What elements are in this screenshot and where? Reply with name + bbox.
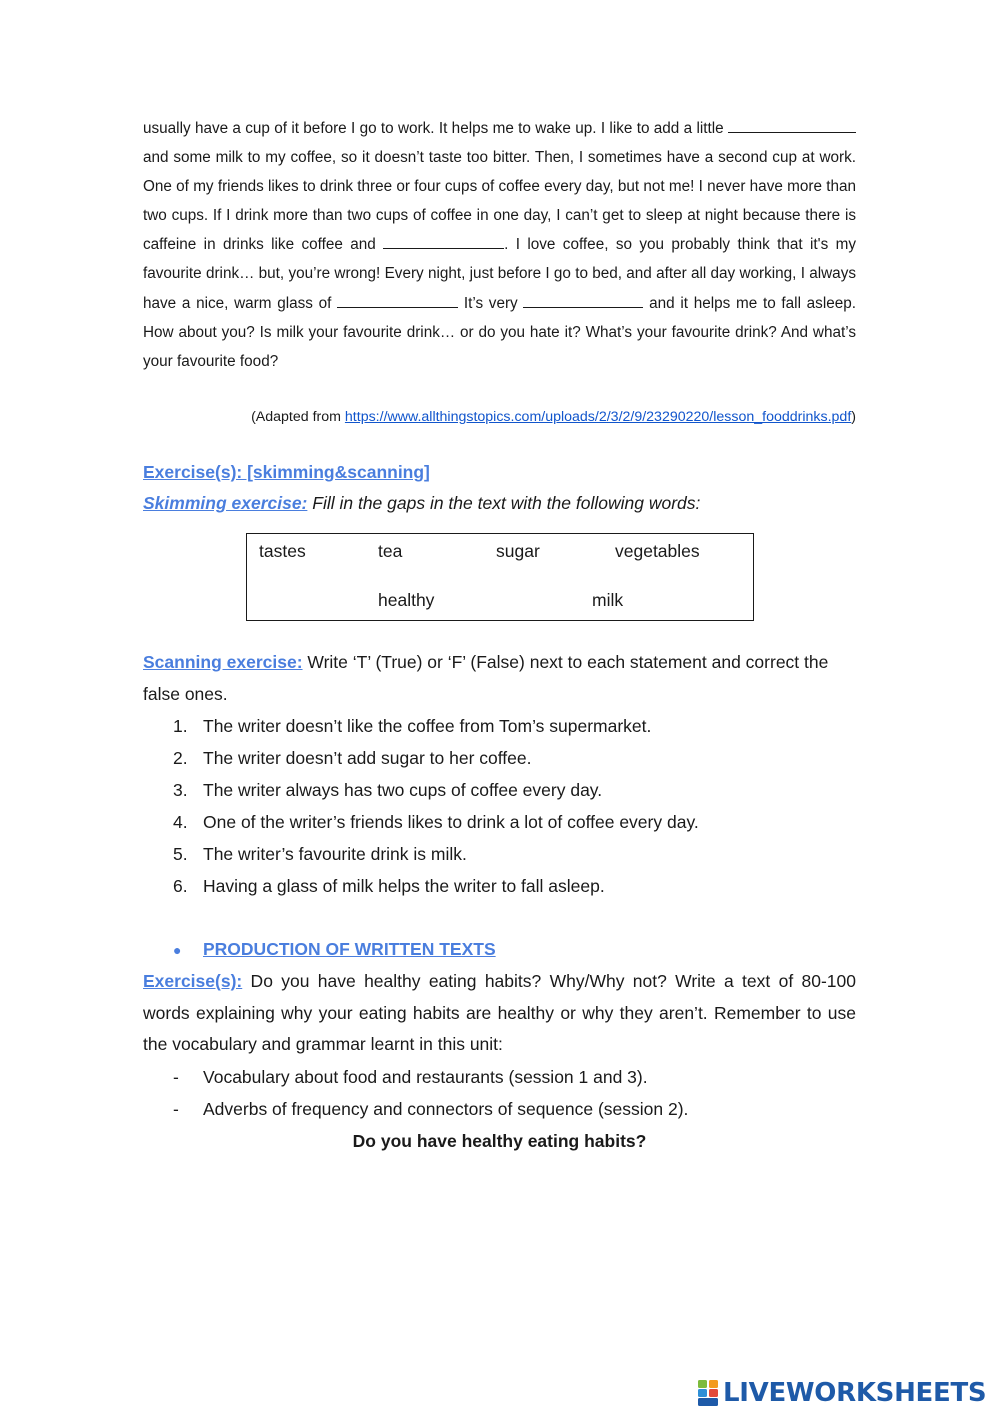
statement-number: 5. bbox=[173, 844, 188, 864]
statement-item[interactable] bbox=[143, 712, 856, 744]
word-bank bbox=[246, 533, 754, 621]
exercise-heading: Exercise(s): [skimming&scanning] bbox=[143, 462, 430, 482]
passage-line-2: and some milk to my coffee, so it doesn’t taste too bitter. Then, I sometimes have a second cup at work. One of my friends likes to drink three or four cups of coffee every day, but not me! I never have more than two cups. If I drink more than two cups of coffee in one day, I can’t get to sleep at night because there is caffeine in drinks like coffee and bbox=[143, 149, 856, 254]
word-bank-item: tastes bbox=[259, 541, 306, 561]
passage-line-4: It’s very bbox=[458, 294, 518, 312]
statement-item[interactable] bbox=[143, 776, 856, 808]
passage-line-3: . I love coffee, so you probably think that it's my favourite drink… but, you’re wrong! Every night, just before I go to bed, and after all day working, I always have a nice, warm glass of bbox=[143, 236, 856, 312]
scanning-label: Scanning exercise: bbox=[143, 652, 303, 672]
statement-number: 2. bbox=[173, 748, 188, 768]
gap-4[interactable] bbox=[523, 292, 643, 308]
statement-item[interactable] bbox=[143, 872, 856, 904]
passage-line-5: and it helps me to fall asleep. How about you? Is milk your favourite drink… or do you hate it? What’s your favourite drink? And what’s your favourite food? bbox=[143, 294, 857, 370]
requirements-list bbox=[143, 1063, 856, 1126]
source-suffix: ) bbox=[851, 409, 856, 425]
writing-prompt-title: Do you have healthy eating habits? bbox=[352, 1131, 647, 1151]
source-link[interactable]: https://www.allthingstopics.com/uploads/2/3/2/9/23290220/lesson_fooddrinks.pdf bbox=[344, 409, 852, 425]
word-bank-item: sugar bbox=[496, 541, 540, 561]
requirement-text: Adverbs of frequency and connectors of sequence (session 2). bbox=[203, 1098, 689, 1119]
skimming-text: Fill in the gaps in the text with the following words: bbox=[307, 493, 701, 513]
source-prefix: (Adapted from bbox=[251, 409, 345, 425]
requirement-text: Vocabulary about food and restaurants (session 1 and 3). bbox=[203, 1067, 648, 1087]
passage-paragraph bbox=[143, 114, 856, 376]
statement-text: The writer doesn’t add sugar to her coffee. bbox=[203, 748, 532, 768]
statement-item[interactable] bbox=[143, 840, 856, 872]
liveworksheets-logo[interactable] bbox=[697, 1376, 986, 1410]
production-heading-text: PRODUCTION OF WRITTEN TEXTS bbox=[203, 939, 496, 959]
gap-2[interactable] bbox=[383, 233, 504, 249]
statement-number: 4. bbox=[173, 812, 188, 832]
statement-number: 6. bbox=[173, 876, 188, 896]
statement-number: 3. bbox=[173, 780, 188, 800]
word-bank-item: vegetables bbox=[615, 541, 700, 561]
dash-marker: - bbox=[173, 1067, 179, 1087]
skimming-label: Skimming exercise: bbox=[143, 493, 308, 513]
scanning-instruction bbox=[143, 647, 856, 710]
word-bank-item: healthy bbox=[378, 590, 435, 610]
statement-number: 1. bbox=[173, 716, 188, 736]
statement-text: The writer always has two cups of coffee every day. bbox=[203, 780, 603, 800]
statement-text: The writer’s favourite drink is milk. bbox=[203, 844, 467, 864]
passage-line-1: usually have a cup of it before I go to work. It helps me to wake up. I like to add a little bbox=[143, 120, 724, 137]
production-text: Do you have healthy eating habits? Why/Why not? Write a text of 80-100 words explaining why your eating habits are healthy or why they aren’t. Remember to use the vocabulary and grammar learnt in this unit: bbox=[143, 971, 856, 1054]
requirement-item bbox=[143, 1095, 856, 1127]
production-instruction bbox=[143, 966, 856, 1061]
liveworksheets-logo-text: LIVEWORKSHEETS bbox=[723, 1378, 987, 1408]
statement-item[interactable] bbox=[143, 808, 856, 840]
liveworksheets-logo-icon bbox=[697, 1379, 719, 1407]
source-citation bbox=[143, 406, 856, 428]
statement-list bbox=[143, 712, 856, 904]
reading-passage bbox=[143, 114, 856, 376]
production-label: Exercise(s): bbox=[143, 971, 243, 991]
word-bank-item: milk bbox=[592, 590, 624, 610]
statement-text: The writer doesn’t like the coffee from Tom’s supermarket. bbox=[203, 716, 652, 736]
requirement-item bbox=[143, 1063, 856, 1095]
word-bank-item: tea bbox=[378, 541, 403, 561]
statement-text: Having a glass of milk helps the writer to fall asleep. bbox=[203, 876, 605, 896]
bullet-icon: ● bbox=[173, 942, 182, 958]
gap-1[interactable] bbox=[728, 117, 856, 133]
statement-item[interactable] bbox=[143, 744, 856, 776]
statement-text: One of the writer’s friends likes to drink a lot of coffee every day. bbox=[203, 812, 699, 832]
gap-3[interactable] bbox=[337, 292, 458, 308]
dash-marker: - bbox=[173, 1098, 179, 1119]
production-heading bbox=[173, 935, 496, 964]
skimming-instruction bbox=[143, 490, 863, 516]
scanning-text: Write ‘T’ (True) or ‘F’ (False) next to each statement and correct the false ones. bbox=[143, 652, 829, 704]
